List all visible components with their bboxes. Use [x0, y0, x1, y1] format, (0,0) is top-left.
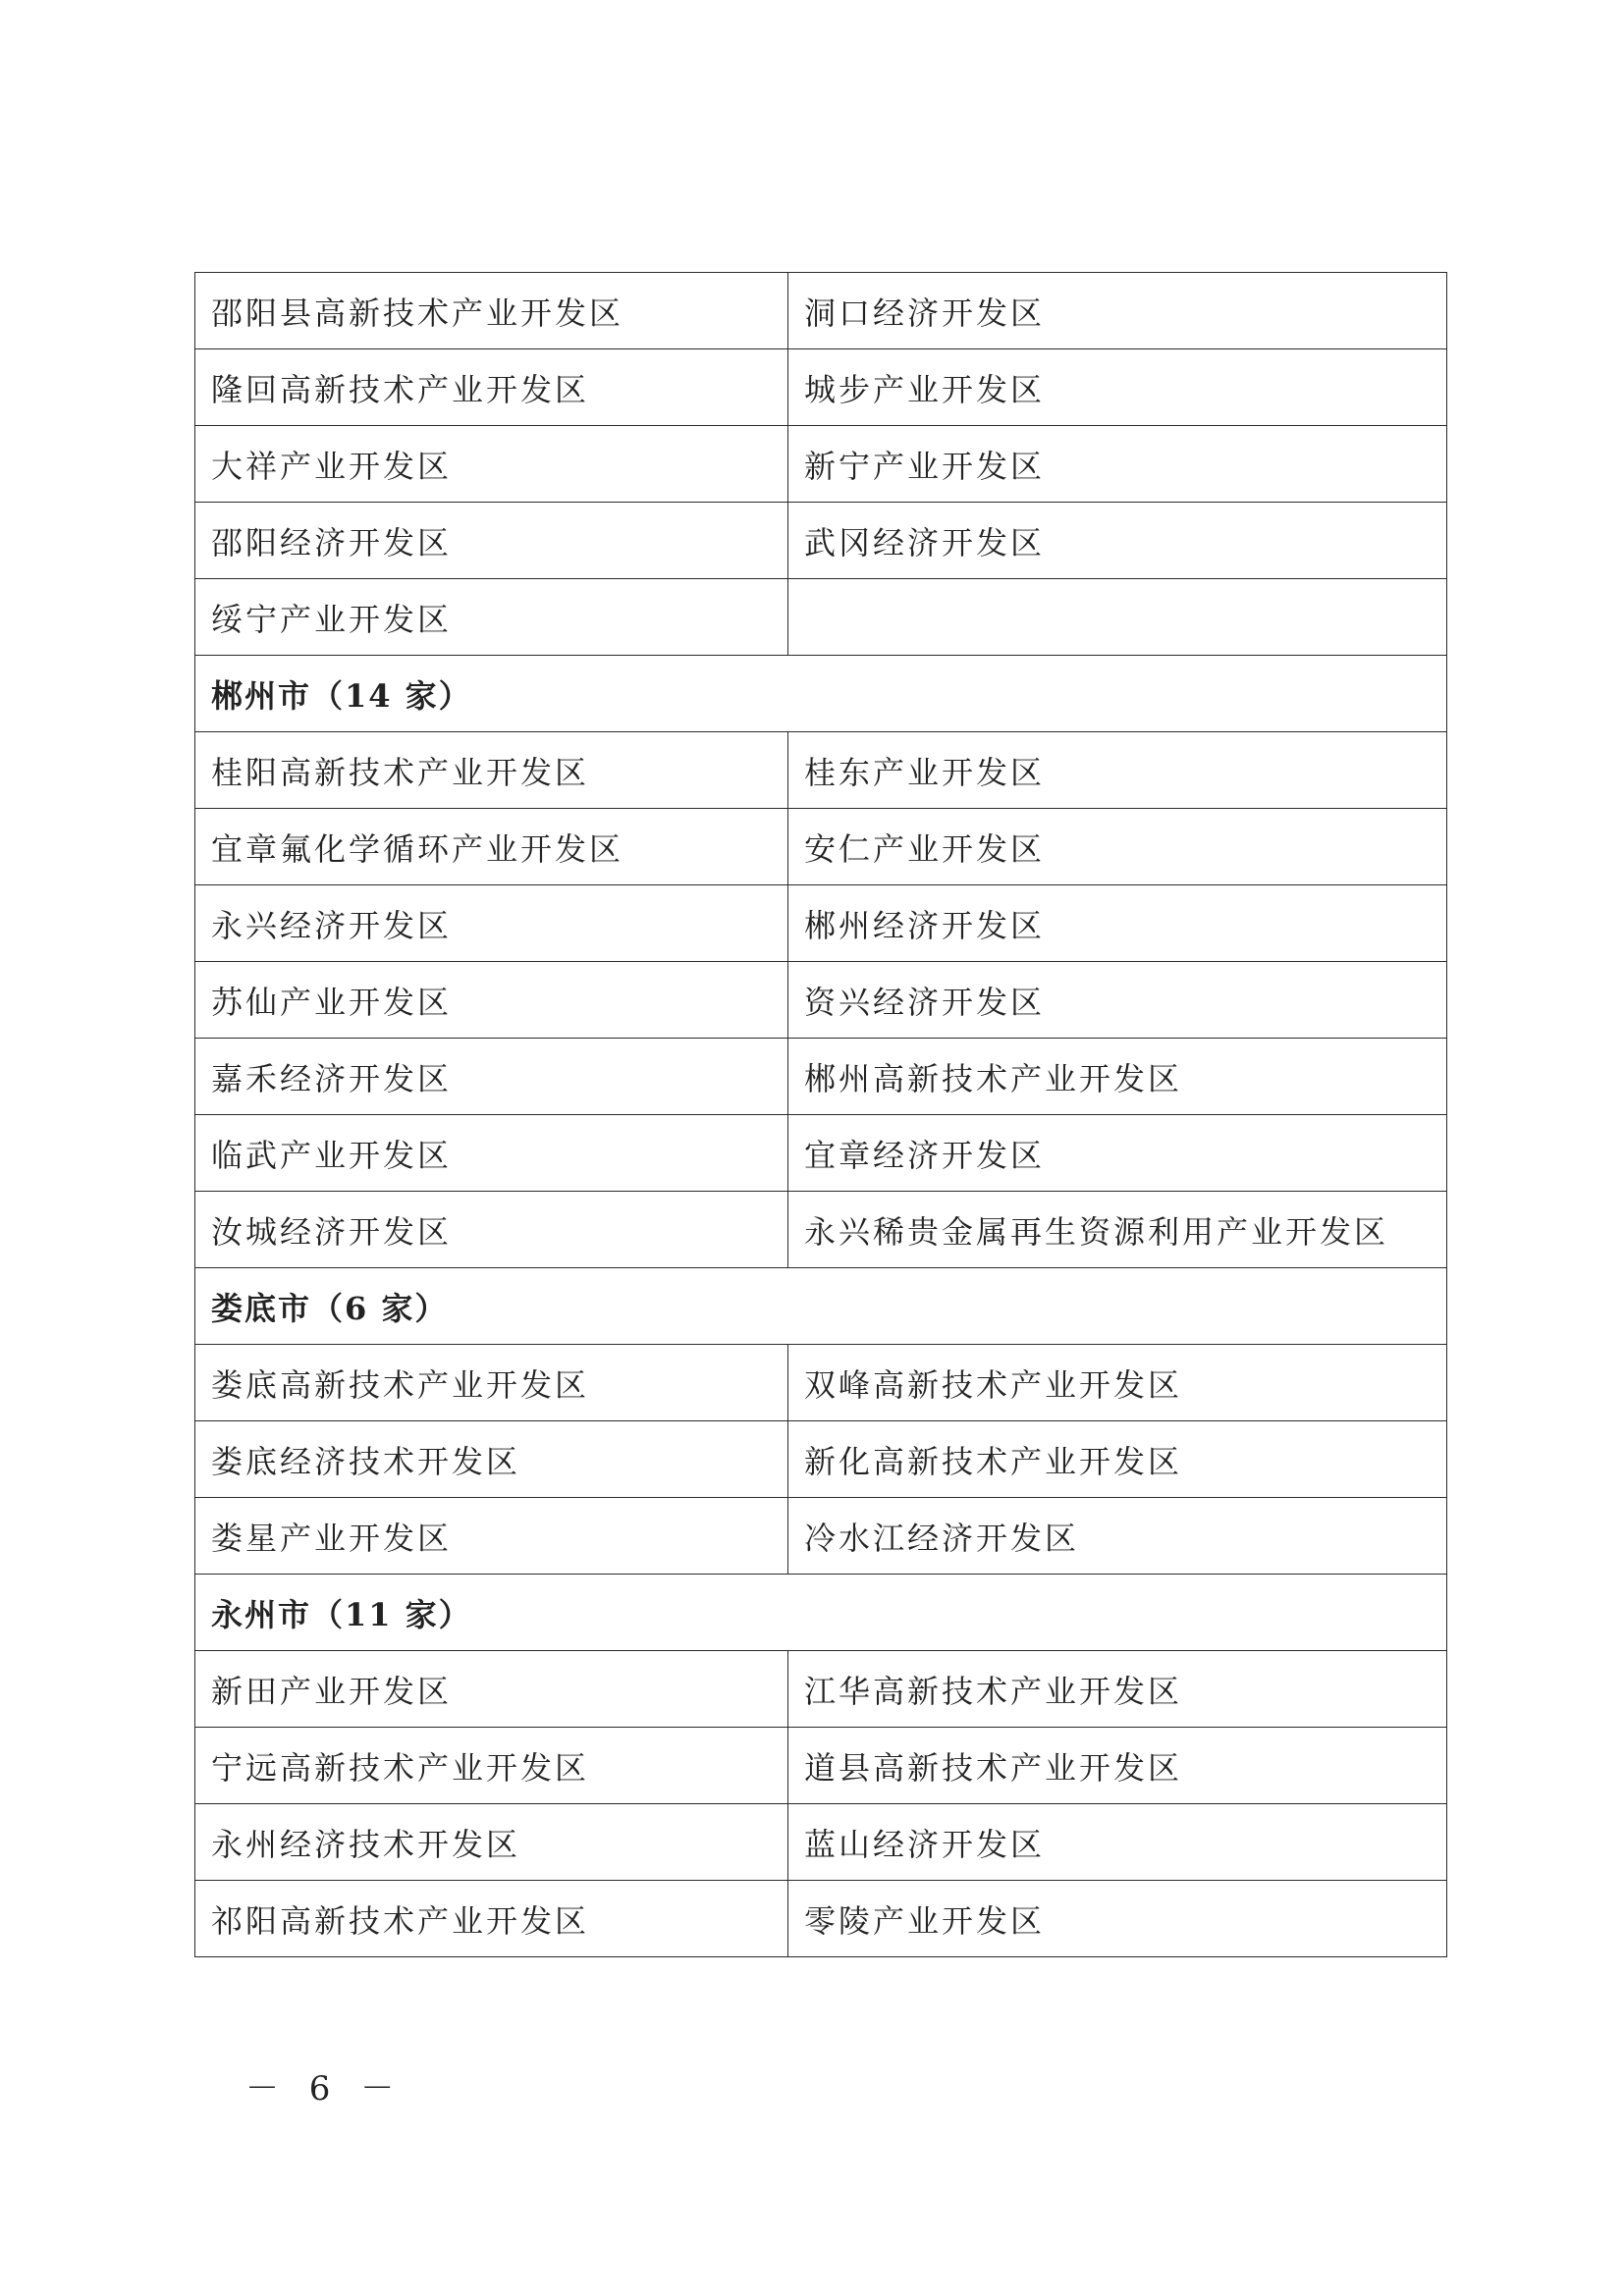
zone-name-cell-left: 祁阳高新技术产业开发区	[195, 1881, 788, 1957]
zone-name-cell-left: 大祥产业开发区	[195, 426, 788, 503]
table-row	[195, 962, 1447, 1039]
zone-name-cell-left: 新田产业开发区	[195, 1651, 788, 1728]
zone-name-cell-left: 宁远高新技术产业开发区	[195, 1728, 788, 1804]
table-row	[195, 349, 1447, 426]
zone-name-cell-right: 蓝山经济开发区	[788, 1804, 1447, 1881]
zone-name-cell-right: 资兴经济开发区	[788, 962, 1447, 1039]
zone-name-cell-left: 娄底高新技术产业开发区	[195, 1345, 788, 1421]
table-row	[195, 885, 1447, 962]
table-row	[195, 1039, 1447, 1115]
table-row	[195, 503, 1447, 579]
zone-name-cell-left: 邵阳经济开发区	[195, 503, 788, 579]
group-header-row	[195, 656, 1447, 732]
group-header-row	[195, 1268, 1447, 1345]
zone-name-cell-left: 苏仙产业开发区	[195, 962, 788, 1039]
zone-name-cell-left: 嘉禾经济开发区	[195, 1039, 788, 1115]
zone-name-cell-left: 隆回高新技术产业开发区	[195, 349, 788, 426]
zone-name-cell-right: 江华高新技术产业开发区	[788, 1651, 1447, 1728]
zone-name-cell-right: 宜章经济开发区	[788, 1115, 1447, 1192]
zone-name-cell-left: 邵阳县高新技术产业开发区	[195, 273, 788, 349]
zone-name-cell-left: 娄底经济技术开发区	[195, 1421, 788, 1498]
zone-name-cell-right: 双峰高新技术产业开发区	[788, 1345, 1447, 1421]
zone-name-cell-right: 冷水江经济开发区	[788, 1498, 1447, 1575]
zone-name-cell-left: 永州经济技术开发区	[195, 1804, 788, 1881]
table-row	[195, 1421, 1447, 1498]
table-row	[195, 1115, 1447, 1192]
zone-name-cell-right: 零陵产业开发区	[788, 1881, 1447, 1957]
zone-name-cell-right: 郴州经济开发区	[788, 885, 1447, 962]
zone-name-cell-right: 新化高新技术产业开发区	[788, 1421, 1447, 1498]
zone-name-cell-right	[788, 579, 1447, 656]
table-row	[195, 1804, 1447, 1881]
zone-name-cell-left: 永兴经济开发区	[195, 885, 788, 962]
zone-name-cell-left: 宜章氟化学循环产业开发区	[195, 809, 788, 885]
zone-name-cell-left: 临武产业开发区	[195, 1115, 788, 1192]
table-row	[195, 1651, 1447, 1728]
group-header: 郴州市（14 家）	[195, 656, 1447, 732]
table-row	[195, 1192, 1447, 1268]
zones-table	[194, 272, 1447, 1957]
group-header-row	[195, 1575, 1447, 1651]
zone-name-cell-right: 洞口经济开发区	[788, 273, 1447, 349]
table-row	[195, 426, 1447, 503]
zone-name-cell-right: 安仁产业开发区	[788, 809, 1447, 885]
zone-name-cell-right: 桂东产业开发区	[788, 732, 1447, 809]
zone-name-cell-right: 道县高新技术产业开发区	[788, 1728, 1447, 1804]
zone-name-cell-right: 新宁产业开发区	[788, 426, 1447, 503]
zone-name-cell-left: 汝城经济开发区	[195, 1192, 788, 1268]
zone-name-cell-left: 娄星产业开发区	[195, 1498, 788, 1575]
table-row	[195, 1498, 1447, 1575]
table-row	[195, 1728, 1447, 1804]
table-row	[195, 1345, 1447, 1421]
zone-name-cell-right: 城步产业开发区	[788, 349, 1447, 426]
zone-name-cell-left: 绥宁产业开发区	[195, 579, 788, 656]
table-row	[195, 732, 1447, 809]
zone-name-cell-right: 武冈经济开发区	[788, 503, 1447, 579]
table-row	[195, 1881, 1447, 1957]
zone-name-cell-left: 桂阳高新技术产业开发区	[195, 732, 788, 809]
zones-table-body	[195, 273, 1447, 1957]
group-header: 永州市（11 家）	[195, 1575, 1447, 1651]
zone-name-cell-right: 永兴稀贵金属再生资源利用产业开发区	[788, 1192, 1447, 1268]
table-row	[195, 809, 1447, 885]
page-number: － 6 －	[245, 2069, 405, 2109]
group-header: 娄底市（6 家）	[195, 1268, 1447, 1345]
zone-name-cell-right: 郴州高新技术产业开发区	[788, 1039, 1447, 1115]
table-row	[195, 273, 1447, 349]
table-row	[195, 579, 1447, 656]
